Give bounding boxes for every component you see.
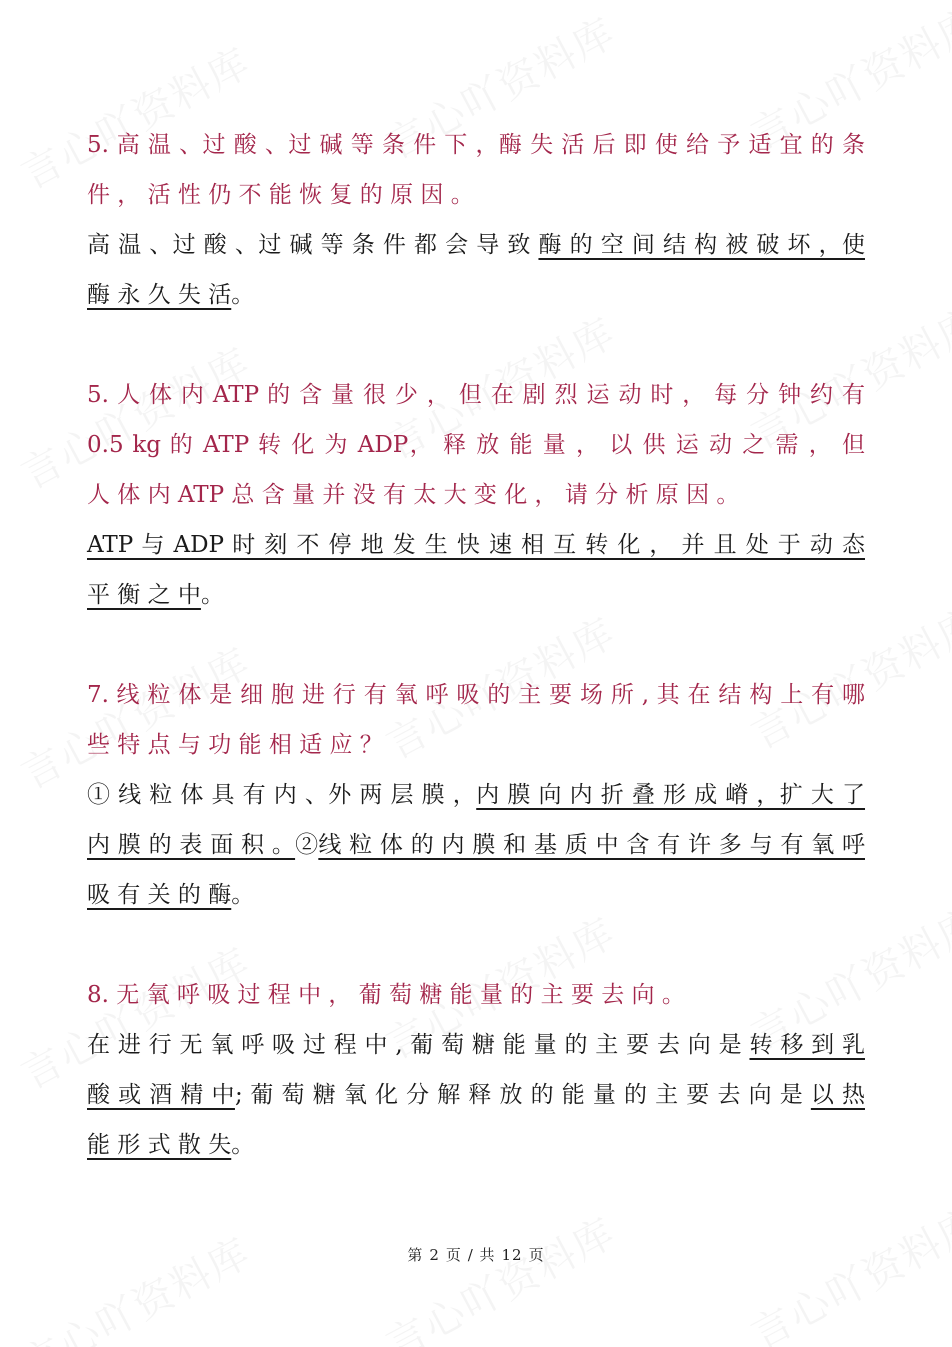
content-body: [87, 120, 865, 1170]
q8-question-line: 8. 无 氧 呼 吸 过 程 中 ， 葡 萄 糖 能 量 的 主 要 去 向 。: [87, 982, 685, 1008]
answer-key-text: 转 移 到 乳: [749, 1032, 865, 1058]
q7-answer-line: [87, 870, 865, 920]
q5a-answer-line: [87, 270, 865, 320]
footer-suffix: 页: [528, 1246, 545, 1264]
answer-key-text: 内 膜 的 表 面 积 。: [87, 832, 296, 858]
q7-question-line: 7. 线 粒 体 是 细 胞 进 行 有 氧 呼 吸 的 主 要 场 所 , 其 在 结 构 上 有 哪: [87, 682, 865, 708]
q8-answer-line: [87, 1070, 865, 1120]
answer-key-text: 酸 或 酒 精 中: [87, 1082, 235, 1108]
q5b-question-line: 5. 人 体 内 ATP 的 含 量 很 少 ， 但 在 剧 烈 运 动 时 ， 每 分 钟 约 有: [87, 382, 865, 408]
q5a-answer-line: [87, 220, 865, 270]
answer-key-text: 线 粒 体 的 内 膜 和 基 质 中 含 有 许 多 与 有 氧 呼: [318, 832, 865, 858]
answer-key-text: 能 形 式 散 失: [87, 1132, 232, 1158]
page-footer: [0, 1244, 952, 1265]
q7-answer-line: [87, 820, 865, 870]
q5a-question-line: 件 ， 活 性 仍 不 能 恢 复 的 原 因 。: [87, 182, 474, 208]
answer-key-text: 平 衡 之 中: [87, 582, 201, 608]
q5a-question-line: 5. 高 温 、过 酸 、过 碱 等 条 件 下 ，酶 失 活 后 即 使 给 予 适 宜 的 条: [87, 132, 865, 158]
q7-question-line: 些 特 点 与 功 能 相 适 应 ？: [87, 732, 383, 758]
watermark-text: [740, 1192, 952, 1347]
answer-key-text: 酶 的 空 间 结 构 被 破 坏 ，使: [538, 232, 865, 258]
q8-answer-line: [87, 1020, 865, 1070]
answer-key-text: ATP 与 ADP 时 刻 不 停 地 发 生 快 速 相 互 转 化 ， 并 且 处 于 动 态: [87, 532, 865, 558]
answer-text: ②: [295, 832, 319, 858]
q5b-question-line: 人 体 内 ATP 总 含 量 并 没 有 太 大 变 化 ， 请 分 析 原 因 。: [87, 482, 740, 508]
answer-key-text: 以 热: [810, 1082, 865, 1108]
footer-total-pages: 12: [501, 1246, 523, 1264]
watermark-text: [375, 1202, 624, 1347]
q5b-answer-line: [87, 520, 865, 570]
answer-text: 在 进 行 无 氧 呼 吸 过 程 中 , 葡 萄 糖 能 量 的 主 要 去 向 是: [87, 1032, 750, 1058]
q8-answer-line: [87, 1120, 865, 1170]
answer-text: 。: [231, 282, 255, 308]
watermark-text: [10, 1222, 259, 1347]
q5b-answer-line: [87, 570, 865, 620]
answer-text: 。: [231, 1132, 255, 1158]
footer-page-number: 2: [429, 1246, 440, 1264]
answer-text: ① 线 粒 体 具 有 内 、外 两 层 膜 ，: [87, 782, 477, 808]
q5b-question-line: 0.5 kg 的 ATP 转 化 为 ADP， 释 放 能 量 ， 以 供 运 动 之 需 ， 但: [87, 432, 865, 458]
answer-text: 。: [231, 882, 255, 908]
answer-key-text: 酶 永 久 失 活: [87, 282, 232, 308]
q7-answer-line: [87, 770, 865, 820]
answer-text: 高 温 、过 酸 、过 碱 等 条 件 都 会 导 致: [87, 232, 539, 258]
footer-prefix: 第: [407, 1246, 424, 1264]
footer-mid: 页 / 共: [445, 1246, 496, 1264]
answer-text: ; 葡 萄 糖 氧 化 分 解 释 放 的 能 量 的 主 要 去 向 是: [234, 1082, 811, 1108]
answer-key-text: 吸 有 关 的 酶: [87, 882, 232, 908]
answer-key-text: 内 膜 向 内 折 叠 形 成 嵴 ，扩 大 了: [476, 782, 866, 808]
answer-text: 。: [200, 582, 224, 608]
